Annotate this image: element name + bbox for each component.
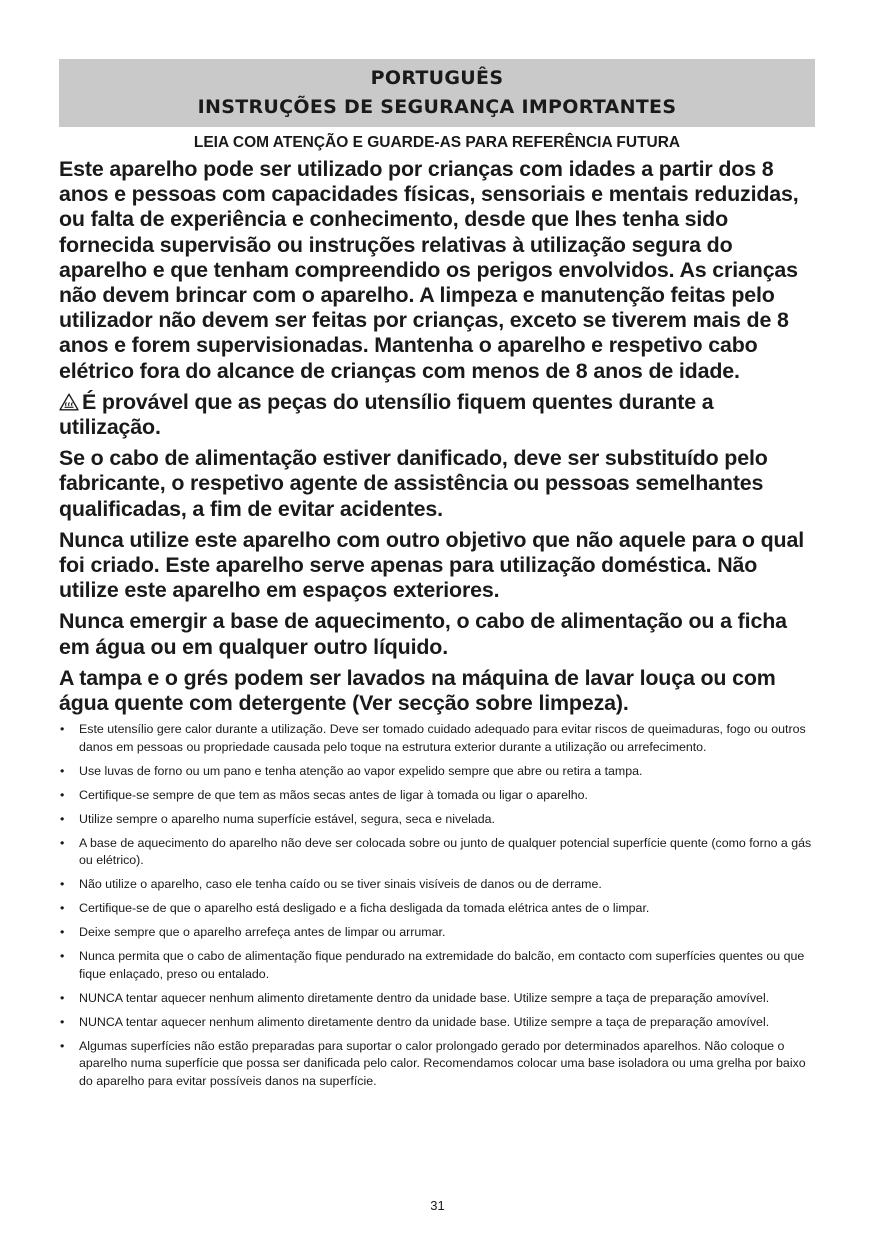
hot-parts-warning [59,390,815,440]
bullet-icon: • [60,763,65,778]
list-item-text: Nunca permita que o cabo de alimentação fique pendurado na extremidade do balcão, em contacto com superfícies quentes ou que fique enlaçado, preso ou entalado. [79,949,805,981]
list-item [59,787,815,805]
bullet-icon: • [60,722,65,737]
list-item-text: Utilize sempre o aparelho numa superfície estável, segura, seca e nivelada. [79,811,495,826]
hot-surface-warning-icon [59,393,79,411]
subtitle: LEIA COM ATENÇÃO E GUARDE-AS PARA REFERÊNCIA FUTURA [193,134,681,151]
list-item-text: NUNCA tentar aquecer nenhum alimento diretamente dentro da unidade base. Utilize sempre a taça de preparação amovível. [79,990,770,1005]
dishwasher-paragraph: A tampa e o grés podem ser lavados na máquina de lavar louça ou com água quente com detergente (Ver secção sobre limpeza). [59,665,776,716]
bullet-icon: • [60,925,65,940]
list-item-text: A base de aquecimento do aparelho não deve ser colocada sobre ou junto de qualquer potencial superfície quente (como forno a gás ou elétrico). [79,835,812,868]
list-item [59,948,815,983]
list-item [59,924,815,942]
list-item [59,763,815,781]
list-item-text: Certifique-se sempre de que tem as mãos secas antes de ligar à tomada ou ligar o aparelho. [79,787,588,802]
intended-use-paragraph: Nunca utilize este aparelho com outro objetivo que não aquele para o qual foi criado. Este aparelho serve apenas para utilização doméstica. Não utilize este aparelho em espaços exteriores. [59,527,804,603]
list-item-text: Algumas superfícies não estão preparadas para suportar o calor prolongado gerado por determinados aparelhos. Não coloque o aparelho numa superfície que possa ser danificada pelo calor. Recomendamos colocar uma base isoladora ou uma grelha por baixo do aparelho para evitar possíveis danos na superfície. [79,1038,806,1088]
list-item-text: Use luvas de forno ou um pano e tenha atenção ao vapor expelido sempre que abre ou retira a tampa. [79,763,643,778]
bullet-icon: • [60,877,65,892]
no-immersion-paragraph: Nunca emergir a base de aquecimento, o cabo de alimentação ou a ficha em água ou em qualquer outro líquido. [59,609,787,659]
list-item [59,835,815,870]
page-number: 31 [430,1198,445,1213]
list-item [59,990,815,1008]
bullet-icon: • [60,990,65,1005]
list-item [59,811,815,829]
children-safety-paragraph: Este aparelho pode ser utilizado por crianças com idades a partir dos 8 anos e pessoas com capacidades físicas, sensoriais e mentais reduzidas, ou falta de experiência e conhecimento, desde que lhes tenha sido fornecida supervisão ou instruções relativas à utilização segura do aparelho e que tenham compreendido os perigos envolvidos. As crianças não devem brincar com o aparelho. A limpeza e manutenção feitas pelo utilizador não devem ser feitas por crianças, exceto se tiverem mais de 8 anos e forem supervisionadas. Mantenha o aparelho e respetivo cabo elétrico fora do alcance de crianças com menos de 8 anos de idade. [59,157,799,383]
bullet-icon: • [60,835,65,850]
list-item-text: NUNCA tentar aquecer nenhum alimento diretamente dentro da unidade base. Utilize sempre a taça de preparação amovível. [79,1014,770,1029]
bullet-icon: • [60,787,65,802]
header-band [59,59,815,127]
list-item [59,721,815,756]
language-heading: PORTUGUÊS [370,67,504,89]
list-item-text: Não utilize o aparelho, caso ele tenha caído ou se tiver sinais visíveis de danos ou de derrame. [79,877,602,892]
bullet-icon: • [60,949,65,964]
damaged-cable-paragraph: Se o cabo de alimentação estiver danificado, deve ser substituído pelo fabricante, o respetivo agente de assistência ou pessoas semelhantes qualificadas, a fim de evitar acidentes. [59,446,768,521]
list-item-text: Certifique-se de que o aparelho está desligado e a ficha desligada da tomada elétrica antes de o limpar. [79,901,650,916]
page-title: INSTRUÇÕES DE SEGURANÇA IMPORTANTES [197,96,677,118]
list-item-text: Deixe sempre que o aparelho arrefeça antes de limpar ou arrumar. [79,925,446,940]
list-item [59,1014,815,1032]
bullet-icon: • [60,1038,65,1053]
bullet-icon: • [60,811,65,826]
list-item-text: Este utensílio gere calor durante a utilização. Deve ser tomado cuidado adequado para evitar riscos de queimaduras, fogo ou outros danos em pessoas ou propriedade causada pelo toque na estrutura exterior durante a utilização ou arrefecimento. [79,722,806,754]
list-item [59,1038,815,1091]
bullet-icon: • [60,1014,65,1029]
hot-parts-warning-text: É provável que as peças do utensílio fiquem quentes durante a utilização. [59,389,714,440]
safety-bullet-list [59,721,815,1090]
list-item [59,900,815,918]
manual-page [59,59,815,1097]
bullet-icon: • [60,901,65,916]
list-item [59,876,815,894]
